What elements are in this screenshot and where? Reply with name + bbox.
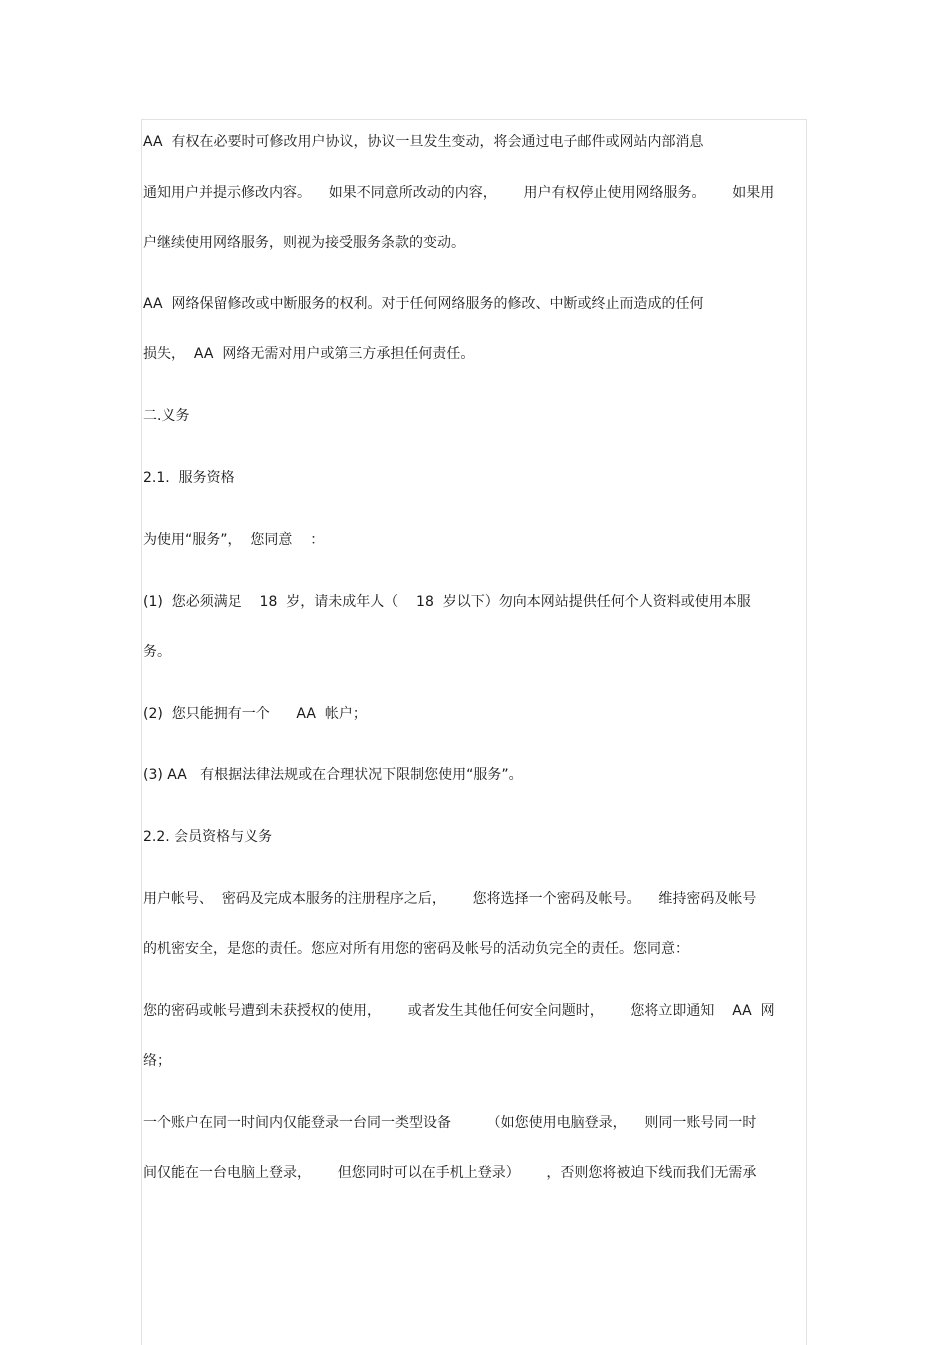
paragraph-line: AA 网络保留修改或中断服务的权利。对于任何网络服务的修改、中断或终止而造成的任何 [143,296,704,312]
paragraph-line: 一个账户在同一时间内仅能登录一台同一类型设备 （如您使用电脑登录， 则同一账号同一时 [143,1115,757,1131]
list-item: (1) 您必须满足 18 岁，请未成年人（ 18 岁以下）勿向本网站提供任何个人资料或使用本服 [143,594,751,610]
paragraph-line: 通知用户并提示修改内容。 如果不同意所改动的内容， 用户有权停止使用网络服务。 如果用 [143,185,775,201]
section-heading: 二.义务 [143,408,190,424]
paragraph-line: 用户帐号、 密码及完成本服务的注册程序之后， 您将选择一个密码及帐号。 维持密码及帐号 [143,891,757,907]
subsection-heading: 2.2. 会员资格与义务 [143,829,273,845]
subsection-heading: 2.1. 服务资格 [143,470,235,486]
paragraph-line: 络； [143,1053,171,1069]
paragraph-line: 间仅能在一台电脑上登录， 但您同时可以在手机上登录） ，否则您将被迫下线而我们无需承 [143,1165,757,1181]
paragraph-line: 为使用“服务”， 您同意 ： [143,532,325,548]
paragraph-line: 您的密码或帐号遭到未获授权的使用， 或者发生其他任何安全问题时， 您将立即通知 AA 网 [143,1003,775,1019]
paragraph-line: 损失， AA 网络无需对用户或第三方承担任何责任。 [143,346,475,362]
list-item-continuation: 务。 [143,644,171,660]
paragraph-line: AA 有权在必要时可修改用户协议，协议一旦发生变动，将会通过电子邮件或网站内部消息 [143,134,704,150]
paragraph-line: 户继续使用网络服务，则视为接受服务条款的变动。 [143,235,465,251]
list-item: (2) 您只能拥有一个 AA 帐户； [143,706,367,722]
paragraph-line: 的机密安全，是您的责任。您应对所有用您的密码及帐号的活动负完全的责任。您同意： [143,941,689,957]
list-item: (3) AA 有根据法律法规或在合理状况下限制您使用“服务”。 [143,767,523,783]
